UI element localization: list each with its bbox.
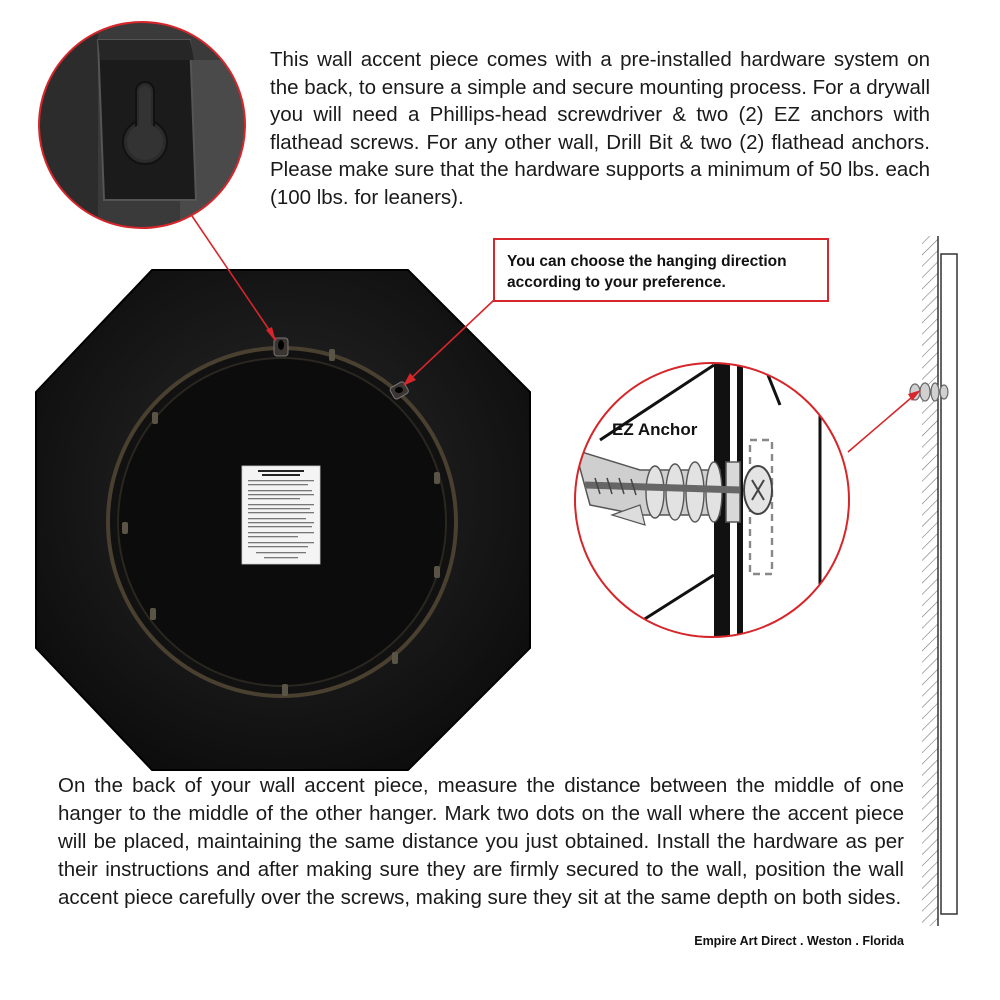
anchor-pointer-line <box>848 392 918 452</box>
company-credit: Empire Art Direct . Weston . Florida <box>694 934 904 948</box>
direction-callout-text: You can choose the hanging direction according to your preference. <box>507 253 787 291</box>
wall-side-view <box>910 236 957 926</box>
instructions-paragraph: On the back of your wall accent piece, measure the distance between the middle of one hanger to the middle of the other hanger. Mark two dots on the wall where the accent piece will be placed, maintaining the same distance you just obtained. Install the hardware as per their instructions and after making sure they are firmly secured to the wall, position the wall accent piece carefully over the screws, making sure they sit at the same depth on both sides. <box>58 774 904 909</box>
anchor-zoom-circle <box>570 355 860 665</box>
frame-back <box>36 270 530 770</box>
intro-paragraph: This wall accent piece comes with a pre-installed hardware system on the back, to ensure a simple and secure mounting process. For a drywall you will need a Phillips-head screwdriver & two (2) EZ anchors with flathead screws. For any other wall, Drill Bit & two (2) flathead anchors. Please make sure that the hardware supports a minimum of 50 lbs. each (100 lbs. for leaners). <box>270 48 930 209</box>
ez-anchor-label: EZ Anchor <box>612 420 698 439</box>
direction-callout <box>493 238 829 302</box>
hanger-zoom-circle <box>38 20 250 230</box>
